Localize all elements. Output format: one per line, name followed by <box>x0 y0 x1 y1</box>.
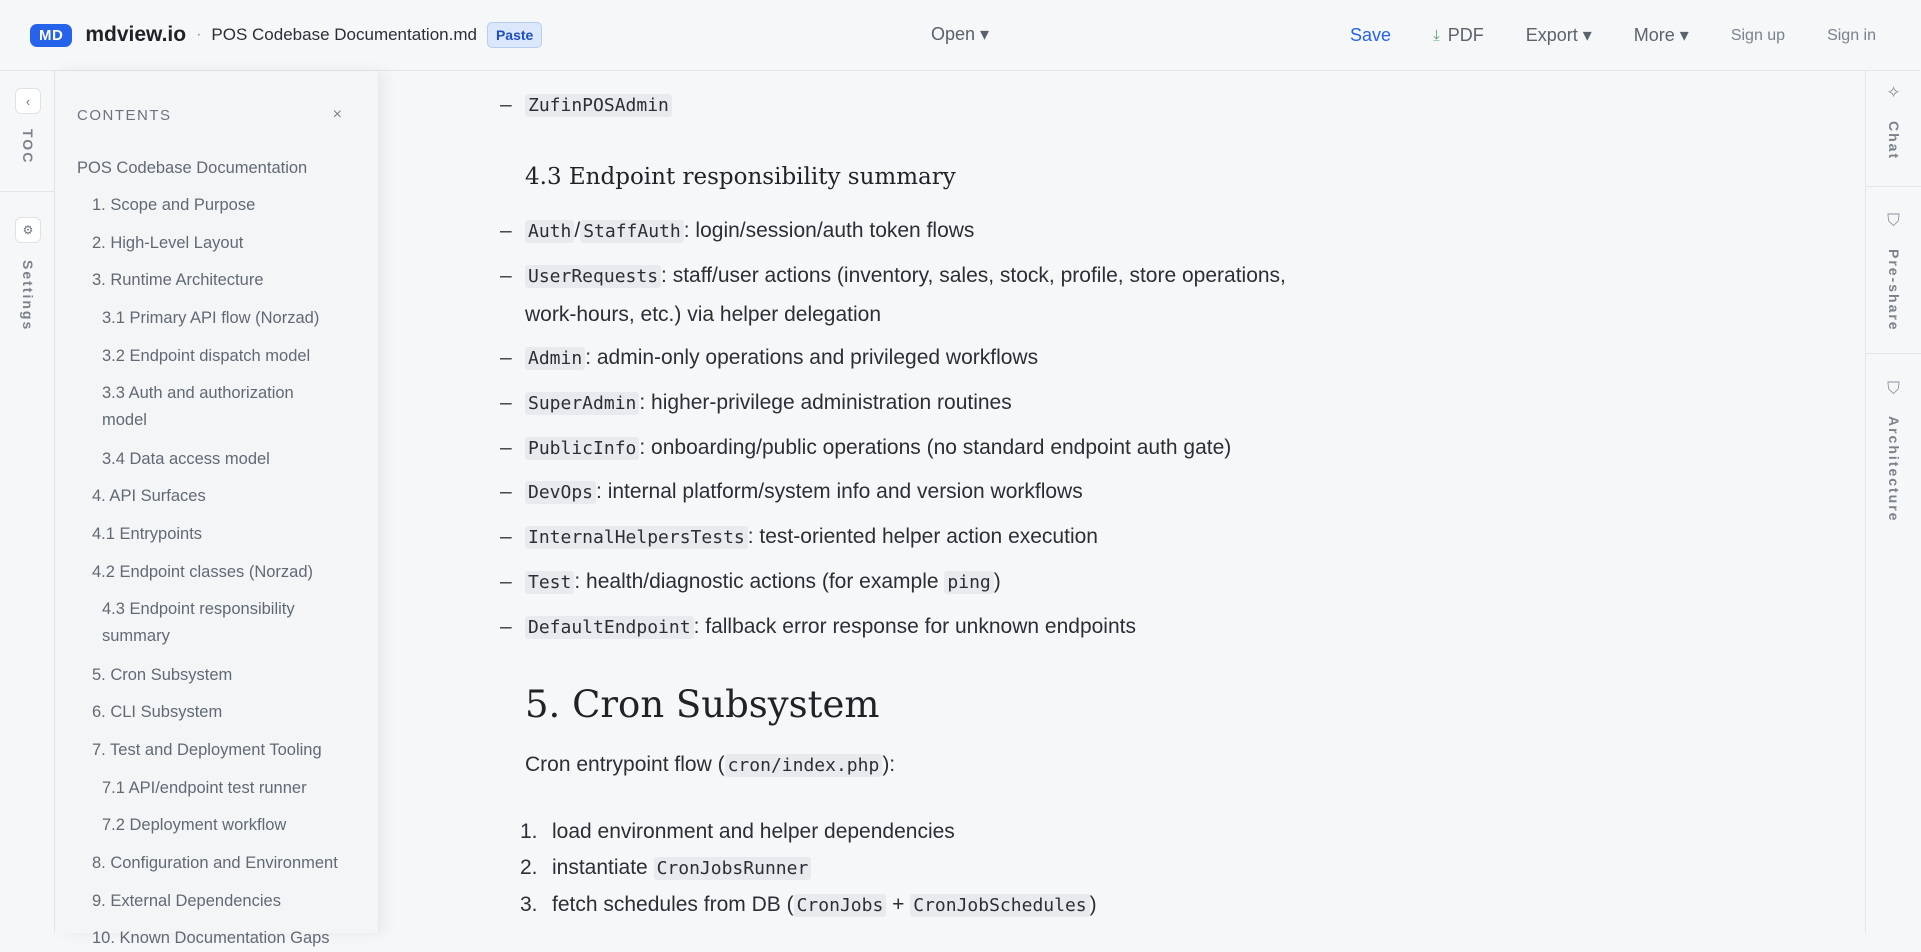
text: work-hours, etc.) via helper delegation <box>525 303 882 326</box>
toc-tab[interactable]: TOC <box>20 129 36 165</box>
right-rail <box>1865 71 1920 933</box>
sparkle-icon[interactable]: ✧ <box>1886 83 1901 102</box>
toc-item[interactable]: 10. Known Documentation Gaps <box>92 929 330 947</box>
list-item <box>500 429 1232 468</box>
text: : fallback error response for unknown endpoints <box>693 615 1136 638</box>
inline-code: CronJobSchedules <box>910 894 1089 917</box>
list-dash: – <box>500 391 512 414</box>
rail-divider <box>1866 353 1921 354</box>
list-dash: – <box>500 480 512 503</box>
rail-divider <box>1866 186 1921 187</box>
list-number: 1. <box>520 820 538 843</box>
text: : internal platform/system info and version workflows <box>596 480 1083 503</box>
inline-code: SuperAdmin <box>525 392 639 415</box>
toc-item[interactable]: POS Codebase Documentation <box>77 159 308 177</box>
inline-code: Auth <box>525 220 574 243</box>
toc-heading: CONTENTS <box>77 107 172 124</box>
list-item <box>500 563 1001 602</box>
inline-code: ping <box>944 571 993 594</box>
toc-item[interactable]: 3.3 Auth and authorization model <box>102 384 294 429</box>
text: ): <box>882 753 896 776</box>
toc-item[interactable]: 7.2 Deployment workflow <box>102 816 287 834</box>
settings-icon[interactable]: ⚙ <box>15 217 41 243</box>
toc-item[interactable]: 4.1 Entrypoints <box>92 525 203 543</box>
text: instantiate <box>552 856 654 879</box>
download-icon: ⤓ <box>1433 27 1440 44</box>
list-dash: – <box>500 525 512 548</box>
list-item <box>500 339 1039 378</box>
close-icon[interactable]: × <box>332 106 342 123</box>
text: / <box>574 219 581 242</box>
toc-item[interactable]: 5. Cron Subsystem <box>92 666 233 684</box>
architecture-tab[interactable]: Architecture <box>1886 416 1902 523</box>
toc-item[interactable]: 7.1 API/endpoint test runner <box>102 779 307 797</box>
title-separator: · <box>196 26 202 43</box>
settings-tab[interactable]: Settings <box>20 260 36 332</box>
text: : staff/user actions (inventory, sales, stock, profile, store operations, <box>661 264 1286 287</box>
sign-up-link[interactable]: Sign up <box>1730 26 1786 44</box>
inline-code: Admin <box>525 347 585 370</box>
list-text <box>552 890 1097 921</box>
list-number: 2. <box>520 856 538 879</box>
toc-item[interactable]: 2. High-Level Layout <box>92 234 244 252</box>
list-item <box>500 212 975 251</box>
inline-code: CronJobs <box>794 894 887 917</box>
list-dash: – <box>500 93 512 116</box>
list-text <box>552 853 811 884</box>
text: : higher-privilege administration routines <box>639 391 1012 414</box>
toc-item[interactable]: 3.2 Endpoint dispatch model <box>102 347 311 365</box>
list-item <box>500 518 1098 557</box>
inline-code: StaffAuth <box>580 220 684 243</box>
list-item <box>500 257 1425 334</box>
inline-code: DefaultEndpoint <box>525 616 694 639</box>
brand[interactable] <box>30 22 542 48</box>
save-button[interactable]: Save <box>1350 25 1392 45</box>
text: fetch schedules from DB ( <box>552 893 794 916</box>
inline-code: DevOps <box>525 481 596 504</box>
text: : login/session/auth token flows <box>683 219 975 242</box>
toc-item[interactable]: 7. Test and Deployment Tooling <box>92 741 322 759</box>
md-logo-badge: MD <box>30 24 72 47</box>
list-number: 3. <box>520 893 538 916</box>
list-dash: – <box>500 436 512 459</box>
text: load environment and helper dependencies <box>552 820 955 843</box>
toc-item[interactable]: 4.3 Endpoint responsibility summary <box>102 600 295 645</box>
text: : test-oriented helper action execution <box>747 525 1098 548</box>
inline-code: ZufinPOSAdmin <box>525 94 672 117</box>
chat-tab[interactable]: Chat <box>1886 121 1902 161</box>
inline-code: UserRequests <box>525 265 661 288</box>
list-item <box>500 384 1012 423</box>
toc-item[interactable]: 9. External Dependencies <box>92 892 281 910</box>
toc-item[interactable]: 4. API Surfaces <box>92 487 206 505</box>
sign-in-link[interactable]: Sign in <box>1827 26 1876 44</box>
shield-icon[interactable]: ⛉ <box>1887 211 1900 230</box>
rail-divider <box>0 191 55 192</box>
text: : onboarding/public operations (no standard endpoint auth gate) <box>639 436 1232 459</box>
more-menu[interactable]: More ▾ <box>1633 25 1689 45</box>
open-menu[interactable]: Open ▾ <box>931 24 990 44</box>
list-dash: – <box>500 346 512 369</box>
toc-item[interactable]: 8. Configuration and Environment <box>92 854 338 872</box>
paragraph <box>525 753 895 777</box>
section-heading: 4.3 Endpoint responsibility summary <box>525 164 956 190</box>
list-item <box>500 608 1136 647</box>
inline-code: InternalHelpersTests <box>525 526 748 549</box>
export-menu[interactable]: Export ▾ <box>1525 25 1592 45</box>
text: Cron entrypoint flow ( <box>525 753 725 776</box>
inline-code: cron/index.php <box>725 754 883 777</box>
document-name: POS Codebase Documentation.md <box>211 25 477 44</box>
shield-icon[interactable]: ⛉ <box>1887 379 1900 398</box>
text: ) <box>993 570 1001 593</box>
text: : admin-only operations and privileged workflows <box>585 346 1039 369</box>
list-dash: – <box>500 219 512 242</box>
toc-item[interactable]: 3.1 Primary API flow (Norzad) <box>102 309 320 327</box>
toc-item[interactable]: 3. Runtime Architecture <box>92 271 264 289</box>
pdf-label: PDF <box>1447 25 1484 45</box>
pdf-button[interactable] <box>1433 25 1484 46</box>
text: ) <box>1089 893 1097 916</box>
site-name[interactable]: mdview.io <box>85 23 187 46</box>
toc-panel <box>55 71 379 947</box>
text: : health/diagnostic actions (for example <box>574 570 945 593</box>
list-dash: – <box>500 615 512 638</box>
collapse-toc-icon[interactable]: ‹ <box>15 88 41 114</box>
inline-code: Test <box>525 571 574 594</box>
left-rail <box>0 71 55 933</box>
toc-item[interactable]: 4.2 Endpoint classes (Norzad) <box>92 563 314 581</box>
header-actions <box>1350 0 1920 71</box>
top-bar <box>0 0 1920 71</box>
paste-badge: Paste <box>487 22 542 48</box>
pre-share-tab[interactable]: Pre-share <box>1886 249 1902 332</box>
toc-item[interactable]: 3.4 Data access model <box>102 450 270 468</box>
inline-code: PublicInfo <box>525 437 639 460</box>
list-item <box>500 86 672 125</box>
document-view <box>379 71 1865 933</box>
toc-item[interactable]: 1. Scope and Purpose <box>92 196 256 214</box>
list-dash: – <box>500 264 512 287</box>
inline-code: CronJobsRunner <box>654 857 812 880</box>
section-heading: 5. Cron Subsystem <box>525 683 880 726</box>
list-item <box>500 473 1083 512</box>
toc-item[interactable]: 6. CLI Subsystem <box>92 703 223 721</box>
text: + <box>886 893 911 916</box>
list-dash: – <box>500 570 512 593</box>
